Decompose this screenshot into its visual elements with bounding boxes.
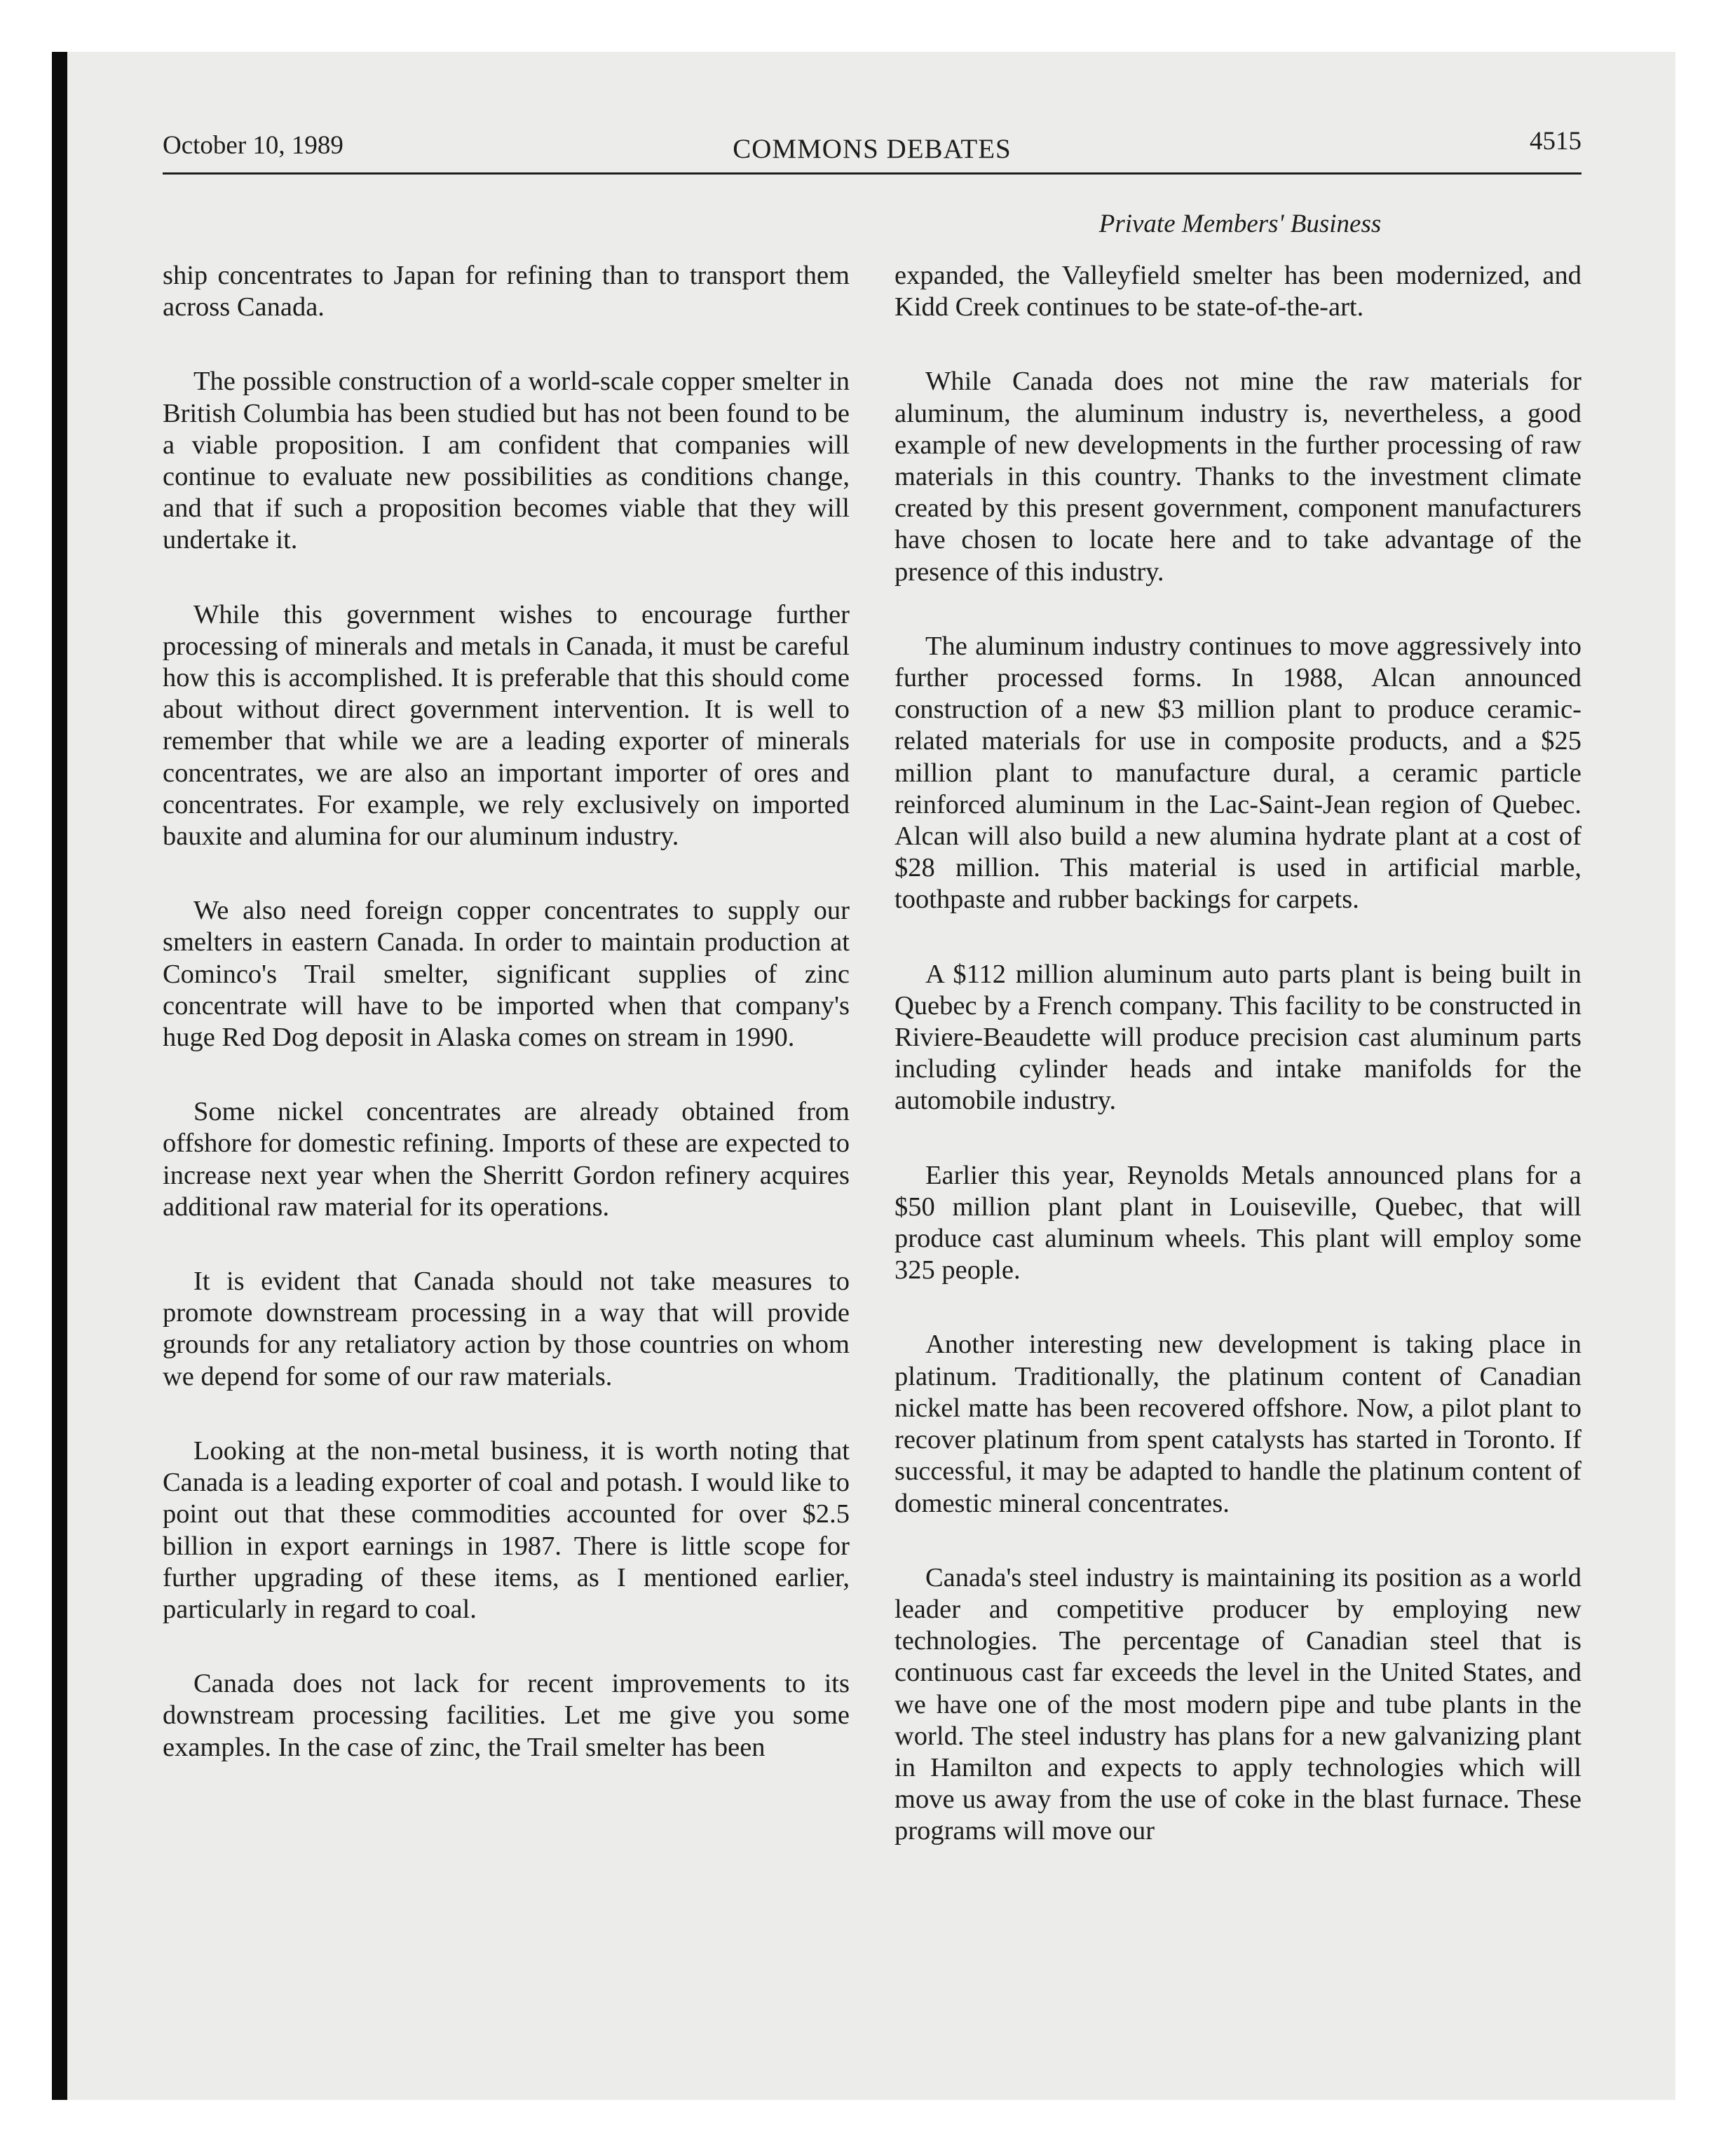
paragraph: It is evident that Canada should not take measures to promote downstream processing in a way that will provide grounds for any retaliatory action by those countries on whom we depend for some of our raw materials. [163,1267,850,1391]
hansard-page [163,123,1581,2016]
paragraph: Some nickel concentrates are already obtained from offshore for domestic refining. Imports of these are expected to increase next year when the Sherritt Gordon refinery acquires additional raw material for its operations. [163,1097,850,1222]
section-label: Private Members' Business [1098,210,1382,238]
left-column [163,260,850,1806]
paragraph: Canada does not lack for recent improvements to its downstream processing facilities. Let me give you some examples. In the case of zinc, the Trail smelter has been [163,1669,850,1762]
paragraph: Earlier this year, Reynolds Metals announced plans for a $50 million plant plant in Louiseville, Quebec, that will produce cast aluminum wheels. This plant will employ some 325 people. [894,1160,1581,1285]
paragraph: ship concentrates to Japan for refining than to transport them across Canada. [163,261,850,322]
paragraph: Another interesting new development is taking place in platinum. Traditionally, the platinum content of Canadian nickel matte has been recovered offshore. Now, a pilot plant to recover platinum from spent catalysts has started in Toronto. If successful, it may be adapted to handle the platinum content of domestic mineral concentrates. [894,1330,1581,1518]
paragraph: The possible construction of a world-scale copper smelter in British Columbia has been studied but has not been found to be a viable proposition. I am confident that companies will continue to evaluate new possibilities as conditions change, and that if such a proposition becomes viable that they will undertake it. [163,367,850,555]
scan-binding-edge [52,52,67,2100]
paragraph: A $112 million aluminum auto parts plant is being built in Quebec by a French company. This facility to be constructed in Riviere-Beaudette will produce precision cast aluminum parts including cylinder heads and intake manifolds for the automobile industry. [894,959,1581,1116]
paragraph: The aluminum industry continues to move aggressively into further processed forms. In 1988, Alcan announced construction of a new $3 million plant to produce ceramic-related materials for use in composite products, and a $25 million plant to manufacture dural, a ceramic particle reinforced aluminum in the Lac-Saint-Jean region of Quebec. Alcan will also build a new alumina hydrate plant at a cost of $28 million. This material is used in artificial marble, toothpaste and rubber backings for carpets. [894,631,1581,915]
header-rule [163,172,1581,175]
header-journal-title: COMMONS DEBATES [733,134,1012,164]
paragraph: While Canada does not mine the raw materials for aluminum, the aluminum industry is, nevertheless, a good example of new developments in the further processing of raw materials in this country. Thanks to the investment climate created by this present government, component manufacturers have chosen to locate here and to take advantage of the presence of this industry. [894,367,1581,587]
paragraph: Looking at the non-metal business, it is worth noting that Canada is a leading exporter of coal and potash. I would like to point out that these commodities accounted for over $2.5 billion in export earnings in 1987. There is little scope for further upgrading of these items, as I mentioned earlier, particularly in regard to coal. [163,1435,850,1624]
paragraph: While this government wishes to encourage further processing of minerals and metals in Canada, it must be careful how this is accomplished. It is preferable that this should come about without direct government intervention. It is well to remember that while we are a leading exporter of minerals concentrates, we are also an important importer of ores and concentrates. For example, we rely exclusively on imported bauxite and alumina for our aluminum industry. [163,599,850,852]
paragraph: Canada's steel industry is maintaining its position as a world leader and competitive producer by employing new technologies. The percentage of Canadian steel that is continuous cast far exceeds the level in the United States, and we have one of the most modern pipe and tube plants in the world. The steel industry has plans for a new galvanizing plant in Hamilton and expects to apply technologies which will move us away from the use of coke in the blast furnace. These programs will move our [894,1562,1581,1846]
header-date: October 10, 1989 [163,131,343,160]
header-page-number: 4515 [1530,127,1581,156]
running-header [163,123,1581,172]
paragraph: We also need foreign copper concentrates to supply our smelters in eastern Canada. In order to maintain production at Cominco's Trail smelter, significant supplies of zinc concentrate will have to be imported when that company's huge Red Dog deposit in Alaska comes on stream in 1990. [163,896,850,1053]
paragraph: expanded, the Valleyfield smelter has been modernized, and Kidd Creek continues to be state-of-the-art. [894,261,1581,322]
right-column [894,260,1581,1890]
